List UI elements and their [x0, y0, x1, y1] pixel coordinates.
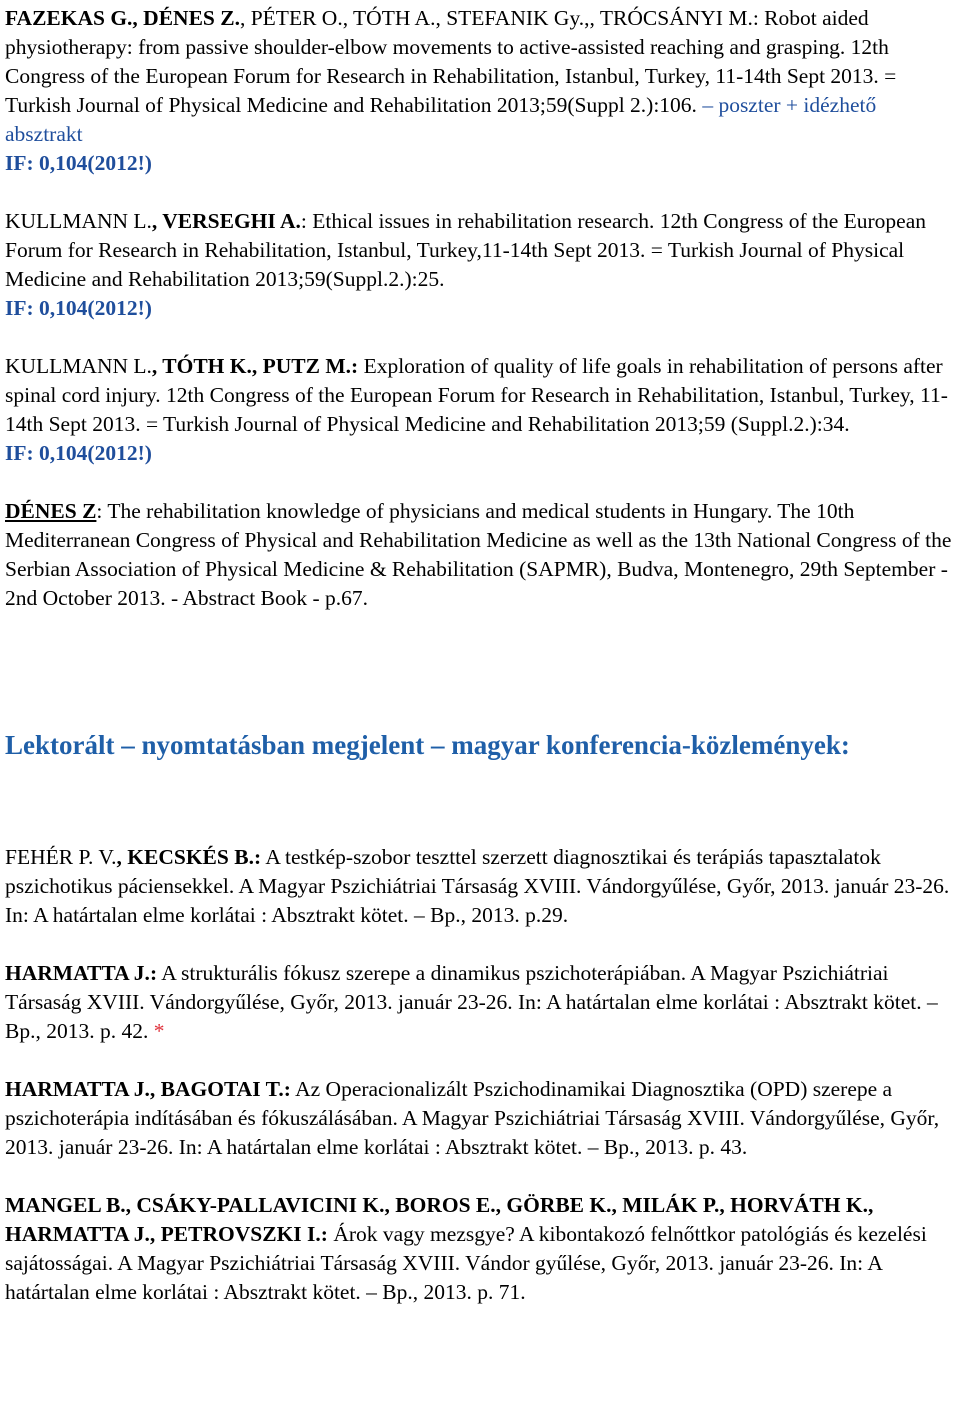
entry-colon: : — [351, 354, 359, 378]
reference-entry — [5, 352, 955, 468]
entry-text: A strukturális fókusz szerepe a dinamikus pszichoterápiában. A Magyar Pszichiátriai Társaság XVIII. Vándorgyűlése, Győr, 2013. január 23-26. In: A határtalan elme korlátai : Absztrakt kötet. – Bp., 2013. p. 42. — [5, 961, 938, 1043]
entry-authors: HARMATTA J., BAGOTAI T. — [5, 1077, 284, 1101]
asterisk-mark: * — [148, 1019, 165, 1043]
entry-authors: MANGEL B., CSÁKY-PALLAVICINI K., BOROS E., GÖRBE K., MILÁK P., HORVÁTH K., HARMATTA J., PETROVSZKI I. — [5, 1193, 874, 1246]
entry-authors: KULLMANN L. — [5, 209, 152, 233]
reference-entry — [5, 4, 955, 178]
entry-authors: KULLMANN L. — [5, 354, 152, 378]
entry-colon: : — [283, 1077, 291, 1101]
section-heading: Lektorált – nyomtatásban megjelent – magyar konferencia-közlemények: — [5, 730, 850, 760]
entry-text: Az Operacionalizált Pszichodinamikai Diagnosztika (OPD) szerepe a pszichoterápia indításában és fókuszálásában. A Magyar Pszichiátriai Társaság XVIII. Vándorgyűlése, Győr, 2013. január 23-26. In: A határtalan elme korlátai : Absztrakt kötet. – Bp., 2013. p. 43. — [5, 1077, 940, 1159]
entry-authors: DÉNES Z — [5, 499, 97, 523]
entry-text: : Ethical issues in rehabilitation research. 12th Congress of the European Forum for Research in Rehabilitation, Istanbul, Turkey,11-14th Sept 2013. = Turkish Journal of Physical Medicine and Rehabilitation 2013;59(Suppl.2.):25. — [5, 209, 926, 291]
impact-factor: IF: 0,104(2012!) — [5, 151, 152, 175]
entry-text: A testkép-szobor teszttel szerzett diagnosztikai és terápiás tapasztalatok pszichotikus páciensekkel. A Magyar Pszichiátriai Társaság XVIII. Vándorgyűlése, Győr, 2013. január 23-26. In: A határtalan elme korlátai : Absztrakt kötet. – Bp., 2013. p.29. — [5, 845, 950, 927]
entry-text: Árok vagy mezsgye? A kibontakozó felnőttkor patológiás és kezelési sajátosságai. A Magyar Pszichiátriai Társaság XVIII. Vándor gyűlése, Győr, 2013. január 23-26. In: A határtalan elme korlátai : Absztrakt kötet. – Bp., 2013. p. 71. — [5, 1222, 927, 1304]
entry-authors-coauthors: , TÓTH K., PUTZ M. — [151, 354, 352, 378]
entry-authors-last: , TRÓCSÁNYI M. — [589, 6, 753, 30]
reference-entry — [5, 1075, 955, 1162]
entry-authors-coauthors: , KECSKÉS B. — [116, 845, 254, 869]
entry-authors: HARMATTA J. — [5, 961, 150, 985]
entry-text: : The rehabilitation knowledge of physicians and medical students in Hungary. The 10th Mediterranean Congress of Physical and Rehabilitation Medicine as well as the 13th National Congress of the Serbian Association of Physical Medicine & Rehabilitation (SAPMR), Budva, Montenegro, 29th September - 2nd October 2013. - Abstract Book - p.67. — [5, 499, 952, 610]
entry-colon: : — [752, 6, 759, 30]
entry-colon: : — [253, 845, 262, 869]
impact-factor: IF: 0,104(2012!) — [5, 441, 152, 465]
entry-note: – poszter + idézhető absztrakt — [5, 93, 877, 146]
entry-colon: : — [149, 961, 158, 985]
reference-entry — [5, 959, 955, 1046]
entry-authors: FAZEKAS G., DÉNES Z. — [5, 6, 240, 30]
entry-text: Exploration of quality of life goals in rehabilitation of persons after spinal cord injury. 12th Congress of the European Forum for Research in Rehabilitation, Istanbul, Turkey, 11-14th Sept 2013. = Turkish Journal of Physical Medicine and Rehabilitation 2013;59 (Suppl.2.):34. — [5, 354, 948, 436]
reference-entry — [5, 843, 955, 930]
entry-authors: FEHÉR P. V. — [5, 845, 117, 869]
reference-entry — [5, 207, 955, 323]
reference-entry — [5, 1191, 955, 1307]
entry-authors-coauthors: , VERSEGHI A. — [151, 209, 301, 233]
entry-text: Robot aided physiotherapy: from passive shoulder-elbow movements to active-assisted reaching and grasping. 12th Congress of the European Forum for Research in Rehabilitation, Istanbul, Turkey, 11-14th Sept 2013. = Turkish Journal of Physical Medicine and Rehabilitation 2013;59(Suppl 2.):106. — [5, 6, 897, 117]
entry-authors-coauthors: , PÉTER O., TÓTH A., STEFANIK Gy., — [239, 6, 590, 30]
entry-colon: : — [320, 1222, 328, 1246]
impact-factor: IF: 0,104(2012!) — [5, 296, 152, 320]
document-page — [5, 4, 955, 1307]
reference-entry — [5, 497, 955, 613]
